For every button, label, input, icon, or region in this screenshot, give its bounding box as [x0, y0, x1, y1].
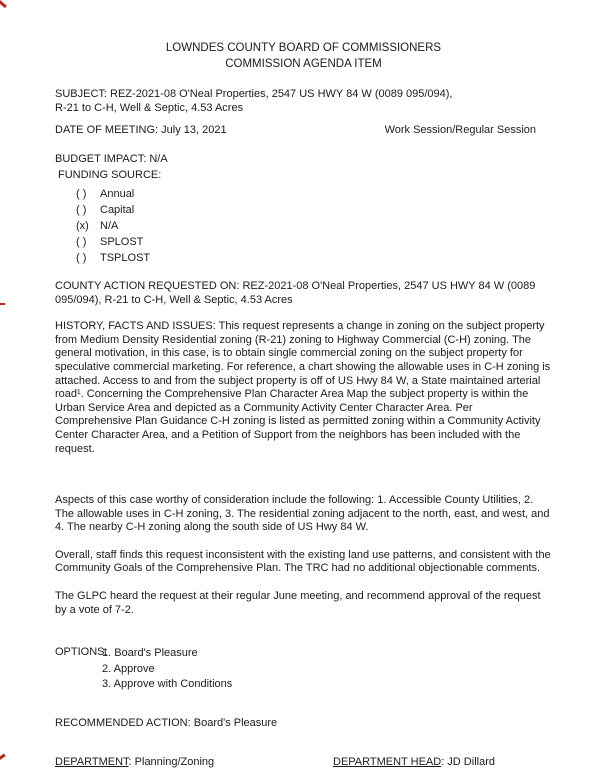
department-head-value: : JD Dillard: [441, 756, 495, 769]
funding-option-label: Capital: [100, 203, 135, 216]
funding-option-na: [76, 218, 552, 234]
funding-option-annual: [76, 186, 552, 202]
funding-option-capital: [76, 202, 552, 218]
document-title: [55, 40, 552, 72]
options-section: [55, 646, 552, 693]
department-head-line: [333, 756, 495, 770]
funding-source-label: FUNDING SOURCE:: [58, 169, 162, 182]
department-label: DEPARTMENT: [55, 756, 129, 769]
scan-artifact-left-edge: [0, 303, 5, 305]
checkbox-mark: ( ): [76, 235, 87, 248]
aspects-paragraph: Aspects of this case worthy of consideration include the following: 1. Accessible County Utilities, 2. The allowable uses in C-H zoning, 3. The residential zoning adjacent to the north, east, and west, and 4. The nearby C-H zoning along the south side of US Hwy 84 W.: [55, 494, 550, 534]
options-label: OPTIONS:: [55, 646, 108, 659]
option-item-2: 2. Approve: [102, 662, 155, 675]
recommended-action-section: [55, 717, 552, 731]
county-action-label: COUNTY ACTION REQUESTED ON:: [55, 279, 240, 292]
checkbox-mark: ( ): [76, 203, 87, 216]
title-line-2: COMMISSION AGENDA ITEM: [225, 58, 382, 70]
budget-section: [55, 153, 552, 266]
history-label: HISTORY, FACTS AND ISSUES:: [55, 320, 216, 333]
department-head-label: DEPARTMENT HEAD: [333, 756, 442, 769]
funding-option-label: SPLOST: [100, 235, 144, 248]
meeting-date-value: July 13, 2021: [161, 124, 227, 137]
overall-paragraph: Overall, staff finds this request inconsistent with the existing land use patterns, and consistent with the Community Goals of the Comprehensive Plan. The TRC had no additional objectionable comments.: [55, 548, 551, 575]
funding-option-label: TSPLOST: [100, 251, 151, 264]
title-line-1: LOWNDES COUNTY BOARD OF COMMISSIONERS: [165, 42, 442, 54]
county-action-text: REZ-2021-08 O'Neal Properties, 2547 US HWY 84 W (0089 095/094), R-21 to C-H, Well & Septic, 4.53 Acres: [55, 279, 536, 306]
funding-option-splost: [76, 234, 552, 250]
options-items: [102, 646, 232, 693]
funding-option-tsplost: [76, 250, 552, 266]
session-type: Work Session/Regular Session: [384, 124, 536, 137]
option-item-1: 1. Board's Pleasure: [102, 647, 198, 660]
recommended-action-value: Board's Pleasure: [193, 716, 278, 729]
option-item-3: 3. Approve with Conditions: [102, 678, 233, 691]
history-text: This request represents a change in zoning on the subject property from Medium Density Residential zoning (R-21) zoning to Highway Commercial (C-H) zoning. The general motivation, in this case, is to obtain single commercial zoning on the subject property for speculative commercial marketing. For reference, a chart showing the allowable uses in C-H zoning is attached. Access to and from the subject property is off of US Hwy 84 W, a State maintained arterial road¹. Concerning the Comprehensive Plan Character Area Map the subject property is within the Urban Service Area and depicted as a Community Activity Center Character Area. Per Comprehensive Plan Guidance C-H zoning is listed as permitted zoning within a Community Activity Center Character Area, and a Petition of Support from the neighbors has been included with the request.: [55, 320, 551, 455]
subject-section: [55, 88, 457, 115]
budget-impact-label: BUDGET IMPACT:: [55, 152, 147, 165]
checkbox-mark: ( ): [76, 187, 87, 200]
checkbox-mark: ( ): [76, 251, 87, 264]
subject-text: REZ-2021-08 O'Neal Properties, 2547 US HWY 84 W (0089 095/094), R-21 to C-H, Well & Septic, 4.53 Acres: [55, 88, 453, 114]
department-value: : Planning/Zoning: [128, 756, 215, 769]
history-facts-issues-paragraph: [55, 320, 552, 456]
budget-impact-line: [55, 153, 552, 167]
meeting-date-label: DATE OF MEETING:: [55, 124, 159, 137]
glpc-paragraph: The GLPC heard the request at their regular June meeting, and recommend approval of the request by a vote of 7-2.: [55, 590, 541, 616]
checkbox-mark-checked: (x): [76, 219, 89, 232]
budget-impact-value: N/A: [149, 152, 168, 165]
recommended-action-label: RECOMMENDED ACTION:: [55, 716, 191, 729]
department-section: [55, 756, 552, 770]
funding-option-label: Annual: [100, 187, 135, 200]
department-line: [55, 756, 333, 770]
meeting-section: [55, 124, 552, 138]
subject-label: SUBJECT:: [55, 88, 107, 100]
funding-options-list: [55, 186, 552, 266]
county-action-section: [55, 280, 552, 307]
meeting-date-line: [55, 124, 227, 138]
funding-option-label: N/A: [100, 219, 119, 232]
